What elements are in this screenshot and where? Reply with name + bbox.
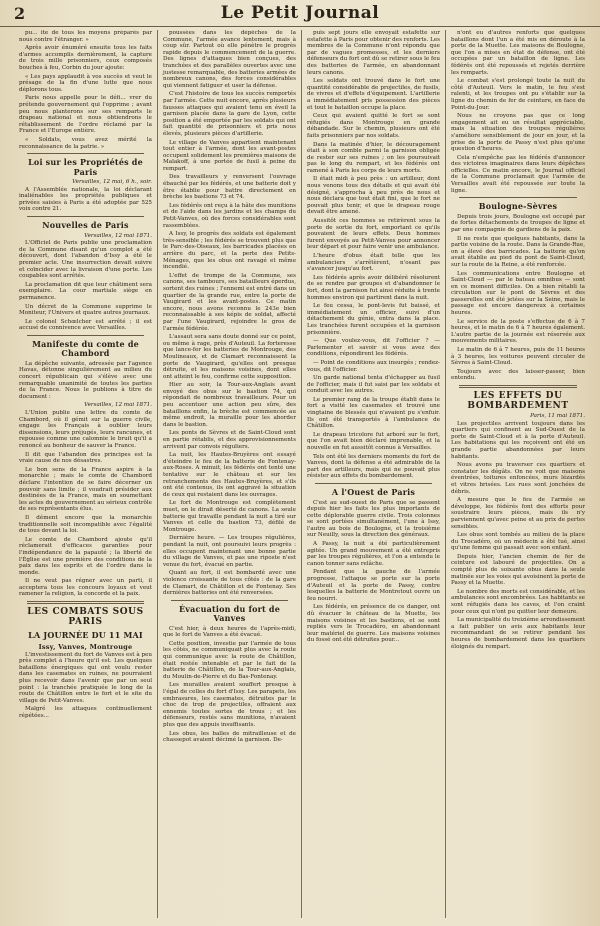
column-rule — [315, 483, 432, 484]
article-paragraph: Les fédérés ont reçu à la hâte des munitions et de l'aide dans les jardins et les champs du Petit-Vanves, où des forces considérables sont rassemblées. — [163, 202, 296, 229]
article-paragraph: puis sept jours elle envoyait estafette sur estafette à Paris pour obtenir des renforts. Les membres de la Commune n'ont répondu que par de vagues promesses, et les derniers défenseurs du fort ont dû se retirer sous le feu des batteries de l'armée, en abandonnant leurs canons. — [307, 30, 440, 76]
column-rule — [27, 601, 144, 604]
article-paragraph: Des travailleurs y renversent l'ouvrage ébauché par les fédérés, et une batterie doit y être établie pour battre directement en brèche les bastions 73 et 74. — [163, 174, 296, 201]
article-paragraph: Il dit que l'abandon des principes est la vraie cause de nos désastres. — [19, 451, 152, 465]
article-paragraph: Aussitôt ces hommes se retirèrent sous la porte de sortie du fort, emportant ce qu'ils pouvaient de leurs effets. Deux hommes furent envoyés au Petit-Vanves pour annoncer leur départ et pour faire venir une ambulance. — [307, 218, 440, 251]
article-paragraph: Il dément encore que la monarchie traditionnelle soit incompatible avec l'égalité de tous devant la loi. — [19, 514, 152, 535]
column-rule — [27, 216, 144, 217]
article-dateline: Versailles, 12 mai 1871. — [84, 232, 152, 239]
article-paragraph: Depuis trois jours, Boulogne est occupé par de fortes détachements de troupes de ligne et par une compagnie de gardiens de la paix. — [451, 213, 585, 233]
article-headline: A l'Ouest de Paris — [331, 487, 416, 497]
article-paragraph: C'est au sud-ouest de Paris que se passent depuis hier les faits les plus importants de cette déplorable guerre civile. Trois colonnes se sont portées simultanément, l'une à Issy, l'autre au bois de Boulogne, et la troisième sur Neuilly, sous la direction des généraux. — [307, 499, 440, 539]
masthead — [0, 0, 600, 27]
article-paragraph: Les murailles avaient souffert presque à l'égal de celles du fort d'Issy. Les parapets, les embrasures, les casemates, détruites par le choc de trop de projectiles, offraient aux ennemis toutes sortes de trous ; et les défenseurs, restés sans munitions, n'avaient plus que des appuis insuffisants. — [163, 682, 296, 728]
article-paragraph: Nous ne croyons pas que ce long engagement ait eu un résultat appréciable, mais la situation des troupes régulières s'améliore sensiblement de jour en jour, et la prise de la porte de Passy n'est plus qu'une question d'heures. — [451, 113, 585, 153]
article-headline: LA JOURNÉE DU 11 MAI — [28, 630, 143, 641]
article-paragraph: Les ponts de Sèvres et de Saint-Cloud sont en partie rétablis, et des approvisionnements arrivent par convois réguliers. — [163, 430, 296, 450]
article-paragraph: « Soldats, vous avez mérité la reconnaissance de la patrie. » — [19, 136, 152, 150]
article-paragraph: La dépêche suivante, adressée par l'agence Havas, détonne singulièrement au milieu du concert républicain qui s'élève avec une remarquable unanimité de toutes les parties de la France. Nous le publions à titre de document : — [19, 360, 152, 400]
column-rule — [171, 600, 288, 601]
article-paragraph: La nuit, les Hautes-Bruyères ont essayé d'éteindre le feu de la batterie de Fontenay-aux-Roses. A minuit, les fédérés ont tenté une tentative sur le château et sur les retranchements des Hautes-Bruyères, et s'ils ont été contenus, ils ont aggravé la situation de ceux qui restaient dans les ouvrages. — [163, 452, 296, 498]
article-paragraph: Les fédérés, en présence de ce danger, ont dû évacuer le château de la Muette, les maisons voisines et les bastions, et se sont repliés vers le Trocadéro, en abandonnant leur matériel de guerre. Les maisons voisines du fossé ont été détruites pour... — [307, 604, 440, 644]
article-paragraph: L'heure d'obus était telle que les ambulanciers s'arrêtèrent, n'osant pas s'avancer jusqu'au fort. — [307, 253, 440, 273]
article-headline: Manifeste du comte de Chambord — [32, 338, 139, 359]
article-paragraph: poussées dans les dépêches de la Commune, l'armée avance lentement, mais à coup sûr. Partout où elle pénètre le progrès rapide depuis le commencement de la guerre. Des lignes d'attaques bien conçues, des tranchées et des parallèles ouvertes avec une justesse remarquable, des batteries armées de nombreux canons, des forces considérables qui viennent fatiguer et user la défense. — [163, 30, 296, 89]
article-paragraph: L'assaut sera sans doute donné sur ce point, ou même à rage, près d'Auteuil. La forteresse que lance-fer les batteries de Montrouge, des Moulineaux, et de Clamart reconnaissent la porte de Vaugirard, qu'elles ont presque détruite, et les maisons voisines, dont elles ont atteint le feu, confirme cette supposition. — [163, 334, 296, 380]
article-paragraph: Le village de Vanves appartient maintenant tout entier à l'armée, dont les avant-postes occupent solidement les premières maisons de Malakoff, à une portée de fusil à peine du rempart. — [163, 139, 296, 172]
article-paragraph: Le service de la poste s'effectue de 6 à 7 heures, et le matin de 6 à 7 heures également. L'autre partie de la journée est réservée aux mouvements militaires. — [451, 318, 585, 345]
article-headline: Loi sur les Propriétés de Paris — [28, 157, 143, 177]
article-paragraph: — Point de conditions aux insurgés ; rendez-vous, dit l'officier. — [307, 359, 440, 373]
article-paragraph: Le bon sens de la France aspire à la monarchie ; mais le comte de Chambord déclare l'intention de se faire décerner un pouvoir sans limite ; il voudrait présider aux destinées de la France, mais en soumettant les actes du gouvernement au sérieux contrôle de ses représentants élus. — [19, 466, 152, 513]
article-paragraph: « Les pays applaudit à vos succès et veut le présage de la fin d'une lutte que nous déplorons tous. — [19, 73, 152, 93]
article-paragraph: Après avoir énuméré ensuite tous les faits d'armes accomplis dernièrement, la capture de trois mille prisonniers, ceux composés bouches à feu, Corbin du jour ajoute: — [19, 45, 152, 71]
article-paragraph: Le feu cessa, le pont-levis fut baissé, et immédiatement un officier, suivi d'un détachement du génie, entra dans la place. Les tranchées furent occupées et la garnison prisonnière. — [307, 303, 440, 336]
article-paragraph: Il était midi à peu près : un artilleur, dont nous venons tous des détails et qui avait été désigné, s'approcha à peu près de nous et nous déclara que tout était fini, que le fort ne pouvait plus tenir, et que le drapeau rouge devait être amené. — [307, 176, 440, 216]
article-paragraph: A Issy, le progrès des soldats est également très-sensible ; les fédérés se trouvent plus que le Parc-des-Oiseaux, les barricades placées en arrière du parc, et la perte des Petits-Ménages, que les obus ont ravagé et même incendié. — [163, 231, 296, 271]
article-paragraph: Quant au fort, il est bombardé avec une violence croissante de tous côtés : de la gare de Clamart, de Châtillon et de Fontenay. Ses dernières batteries ont été renversées. — [163, 570, 296, 597]
article-paragraph: Cette position, investie par l'armée de tous les côtés, ne communiquait plus avec la route qui communique avec la route de Châtillon, était restée intenable et par le fait de la batterie de Châtillon, de la Tour-aux-Anglais, du Moulin-de-Pierre et du Bas-Fontenay. — [163, 640, 296, 680]
article-paragraph: n'ont eu d'autres renforts que quelques bataillons dont l'un a été mis en déroute à la porte de la Muette. Les maisons de Boulogne, que l'on a mises en état de défense, ont été occupées par un bataillon de ligne. Les fédérés ont été repoussés et rejetés derrière les remparts. — [451, 30, 585, 76]
article-headline: LES EFFETS DU BOMBARDEMENT — [467, 391, 569, 411]
article-paragraph: Les obus sont tombés au milieu de la place du Trocadéro, où un médecin a été tué, ainsi qu'une femme qui passait avec son enfant. — [451, 532, 585, 552]
article-paragraph: La municipalité du treizième arrondissement a fait publier un avis aux habitants leur recommandant de se retirer pendant les heures de bombardement dans les quartiers éloignés du rempart. — [451, 617, 585, 650]
article-paragraph: Le drapeau tricolore fut arboré sur le fort, que l'on avait bien déclaré imprenable, et la nouvelle en fut aussitôt connue à Versailles. — [307, 431, 440, 452]
article-paragraph: Dernière heure. — Les troupes régulières, pendant la nuit, ont poursuivi leurs progrès : elles occupent maintenant une bonne partie du village de Vanves, et pas une riposte n'est venue du fort, évacué en partie. — [163, 535, 296, 568]
article-paragraph: Paris nous appelle pour le défi... vrer du prétendu gouvernement qui l'opprime ; avant peu nous planterons sur ses remparts le drapeau national et nous obtiendrons le rétablissement de l'ordre réclamé par la France et l'Europe entière. — [19, 95, 152, 135]
article-paragraph: Il ne veut pas régner avec un parti, il acceptera tous les concours loyaux et veut ramener la religion, la concorde et la paix. — [19, 578, 152, 598]
article-paragraph: A l'Assemblée nationale, la loi déclarant inaliénables les propriétés publiques et privées saisies à Paris a été adoptée par 525 voix contre 21. — [19, 186, 152, 213]
column-rule — [27, 153, 144, 154]
article-paragraph: L'effet de trompe de la Commune, ses canons, ses tambours, ses batailleurs éperdus, sortent des ruines ; l'ennemi est entré dans un quartier de la grande rue, entre la porte de Vaugirard et les avant-postes. Ce matin encore, nous avons reconnu le 243e bien reconnaissable à ses képis de soldat, affecté par l'une Vaugirard, rejoindre le gros de l'armée fédérée. — [163, 272, 296, 332]
article-paragraph: C'est hier, à deux heures de l'après-midi, que le fort de Vanves a été évacué. — [163, 625, 296, 639]
article-paragraph: Les projectiles arrivent toujours dans les quartiers qui confinent au Sud-Ouest de la porte de Saint-Cloud et à la porte d'Auteuil. Les habitations qui les reçoivent ont été en grande partie abandonnées par leurs habitants. — [451, 420, 585, 460]
article-paragraph: C'est l'histoire de tous les succès remportés par l'armée. Cette nuit encore, après plusieurs fausses attaques qui avaient tenu en éveil la garnison placée dans la gare de Lyon, cette position a été emportée par les soldats qui ont fait quantité de prisonniers et pris nous élevés, plusieurs pièces d'artillerie. — [163, 91, 296, 137]
article-paragraph: Les communications entre Boulogne et Saint-Cloud — par le bateau omnibus — sont en ce moment difficiles. On a bien rétabli la circulation sur le pont de Sèvres et des passerelles ont été jetées sur la Seine, mais le passage est encore dangereux à certaines heures. — [451, 270, 585, 317]
article-paragraph: Le matin de 6 à 7 heures, puis de 11 heures à 3 heures, les voitures peuvent circuler de Sèvres à Saint-Cloud. — [451, 347, 585, 367]
article-paragraph: Pendant que la gauche de l'armée progresse, l'attaque se porte sur la porte d'Auteuil et la porte de Passy, contre lesquelles la batterie de Montretout ouvre un feu nourri. — [307, 569, 440, 602]
article-paragraph: Il ne reste que quelques habitants, dans la partie voisine de la route. Dans la Grande-Rue, on a élevé des barricades. La batterie qu'on avait établie au pied du pont de Saint-Cloud, sur la route de la Reine, a été renforcée. — [451, 235, 585, 268]
article-paragraph: Le fort de Montrouge est complètement muet, on le dirait déserté de canons. La seule batterie qui travaille pendant la nuit a tiré sur Vanves et celle du bastion 73, défilé de Montrouge. — [163, 500, 296, 533]
article-paragraph: Tels ont été les derniers moments du fort de Vanves, dont la défense a été admirable de la part des artilleurs, mais qui ne pouvait plus résister aux effets du bombardement. — [307, 453, 440, 480]
article-paragraph: Malgré les attaques continuellement répétées... — [19, 706, 152, 719]
article-paragraph: Les soldats ont trouvé dans le fort une quantité considérable de projectiles, de fusils, de vivres et d'effets d'équipement. L'artillerie a immédiatement pris possession des pièces et tout le bataillon occupe la place. — [307, 78, 440, 111]
article-dateline: Versailles, 12 mai, 6 h., soir. — [72, 179, 152, 186]
column-rule — [27, 335, 144, 336]
article-paragraph: L'Union publie une lettre du comte de Chambord, où il gémit sur la guerre civile, engage les Français à oublier leurs dissensions, leurs préjugés, leurs rancunes, et repousse comme une calomnie le bruit qu'il a renoncé au bonheur de sauver la France. — [19, 410, 152, 449]
article-paragraph: Les obus, les balles de mitrailleuse et de chassepot avaient décimé la garnison. De- — [163, 730, 296, 744]
article-paragraph: pu... ite de tous les moyens préparés par nous contre l'étranger. » — [19, 30, 152, 43]
page-number: 2 — [14, 4, 26, 23]
article-paragraph: A Passy, la nuit a été particulièrement agitée. Un grand mouvement a été entrepris par les troupes régulières, et l'on a entendu le canon tonner sans relâche. — [307, 541, 440, 567]
article-paragraph: Le comte de Chambord ajoute qu'il réclamerait d'efficaces garanties pour l'indépendance de la papauté ; la liberté de l'Église est une première des conditions de la paix dans les esprits et de l'ordre dans le monde. — [19, 536, 152, 576]
article-paragraph: Le premier rang de la troupe établi dans le fort a visité les casemates et trouvé une vingtaine de blessés qui n'avaient pu s'enfuir. Ils ont été transportés à l'ambulance de Châtillon. — [307, 396, 440, 430]
article-paragraph: Dans la matinée d'hier, le découragement était à son comble parmi la garnison obligée de rester sur ses ruines ; on les poursuivait pas le long du rempart, et les fédérés ont ramené à Paris les corps de leurs morts. — [307, 141, 440, 174]
column-rule — [459, 197, 577, 198]
article-paragraph: Le combat s'est prolongé toute la nuit du côté d'Auteuil. Vers le matin, le feu s'est ralenti, et les troupes ont pu s'établir sur la ligne du chemin de fer de ceinture, en face du Point-du-Jour. — [451, 78, 585, 111]
article-headline: Nouvelles de Paris — [42, 220, 129, 231]
article-paragraph: Un décret de la Commune supprime le Moniteur, l'Univers et quatre autres journaux. — [19, 303, 152, 317]
article-paragraph: L'Officiel de Paris publie une proclamation de la Commune disant qu'un complot a été découvert, dont l'abandon d'Issy a été le premier acte. Une insurrection devait suivre et coïncider avec la livraison d'une porte. Les coupables sont arrêtés. — [19, 240, 152, 280]
article-dateline: Paris, 11 mai 1871. — [530, 413, 585, 419]
newspaper-title: Le Petit Journal — [220, 3, 380, 23]
article-paragraph: La proclamation dit que leur châtiment sera exemplaire. La cour martiale siège en permanence. — [19, 281, 152, 301]
column-2 — [158, 30, 302, 918]
article-paragraph: Cela n'empêche pas les fédérés d'annoncer des victoires imaginaires dans leurs dépêches officielles. Ce matin encore, le Journal officiel de la Commune proclamait que l'armée de Versailles avait été repoussée sur toute la ligne. — [451, 154, 585, 194]
article-paragraph: Hier au soir, la Tour-aux-Anglais avant envoyé des obus sur le bastion 74, qui répondait de nombreux travailleurs. Pour un peu accentuer une action peu sûre, des bataillons enfin, la brèche est commencée au même endroit, la muraille pour les aborder dans le bastion. — [163, 382, 296, 428]
article-paragraph: A mesure que le feu de l'armée se développe, les fédérés font des efforts pour soustraire leurs pièces, mais ils n'y parviennent qu'avec peine et au prix de pertes sensibles. — [451, 497, 585, 530]
column-3 — [302, 30, 446, 918]
column-4 — [446, 30, 590, 918]
article-paragraph: Nous avons pu traverser ces quartiers et constater les dégâts. On ne voit que maisons éventrées, toitures enfoncées, murs lézardés et vitres brisées. Les rues sont jonchées de débris. — [451, 462, 585, 495]
article-paragraph: Depuis hier, l'ancien chemin de fer de ceinture est labouré de projectiles. On a compté plus de soixante obus dans la seule matinée sur les voies qui avoisinent la porte de Passy et la Muette. — [451, 553, 585, 587]
article-headline: LES COMBATS SOUS PARIS — [27, 607, 144, 627]
article-paragraph: Ceux qui avaient quitté le fort se sont réfugiés dans Montrouge en grande débandade. Sur le chemin, plusieurs ont été faits prisonniers par nos soldats. — [307, 113, 440, 139]
article-paragraph: Un garde national tenta d'échapper au fusil de l'officier, mais il fut saisi par les soldats et conduit avec les autres. — [307, 375, 440, 395]
article-dateline: Versailles, 12 mai 1871. — [84, 402, 152, 409]
article-paragraph: — Que voulez-vous, dit l'officier ? — Parlementer et savoir si vous avez des conditions, répondirent les fédérés. — [307, 338, 440, 358]
column-1 — [14, 30, 158, 918]
article-columns — [14, 30, 590, 918]
article-headline: Évacuation du fort de Vanves — [178, 603, 281, 624]
article-paragraph: Le nombre des morts est considérable, et les ambulances sont encombrées. Les habitants se sont réfugiés dans les caves, et l'on craint pour ceux qui n'ont pu quitter leur demeure. — [451, 588, 585, 615]
column-rule — [459, 385, 577, 388]
article-paragraph: Les fédérés après avoir délibéré résolurent de se rendre par groupes et d'abandonner le fort, dont la garnison fut ainsi réduite à trente hommes environ qui partirent dans la nuit. — [307, 274, 440, 301]
article-paragraph: L'investissement du fort de Vanves est à peu près complet à l'heure qu'il est. Les quelques bataillons énergiques qui ont voulu rester dans les casemates en ruines, ne pourraient plus recevoir dans l'avenir que par un seul point : la tranchée pratiquée le long de la route de Châtillon entre le fort et le site du village de Petit-Vanves. — [19, 651, 152, 704]
article-headline: Boulogne-Sèvres — [478, 201, 558, 212]
article-headline: Issy, Vanves, Montrouge — [38, 642, 133, 651]
article-paragraph: Le colonel Schœlcher est arrêté ; il est accusé de connivence avec Versailles. — [19, 318, 152, 332]
article-paragraph: Toujours avec des laisser-passer, bien entendu. — [451, 368, 585, 382]
